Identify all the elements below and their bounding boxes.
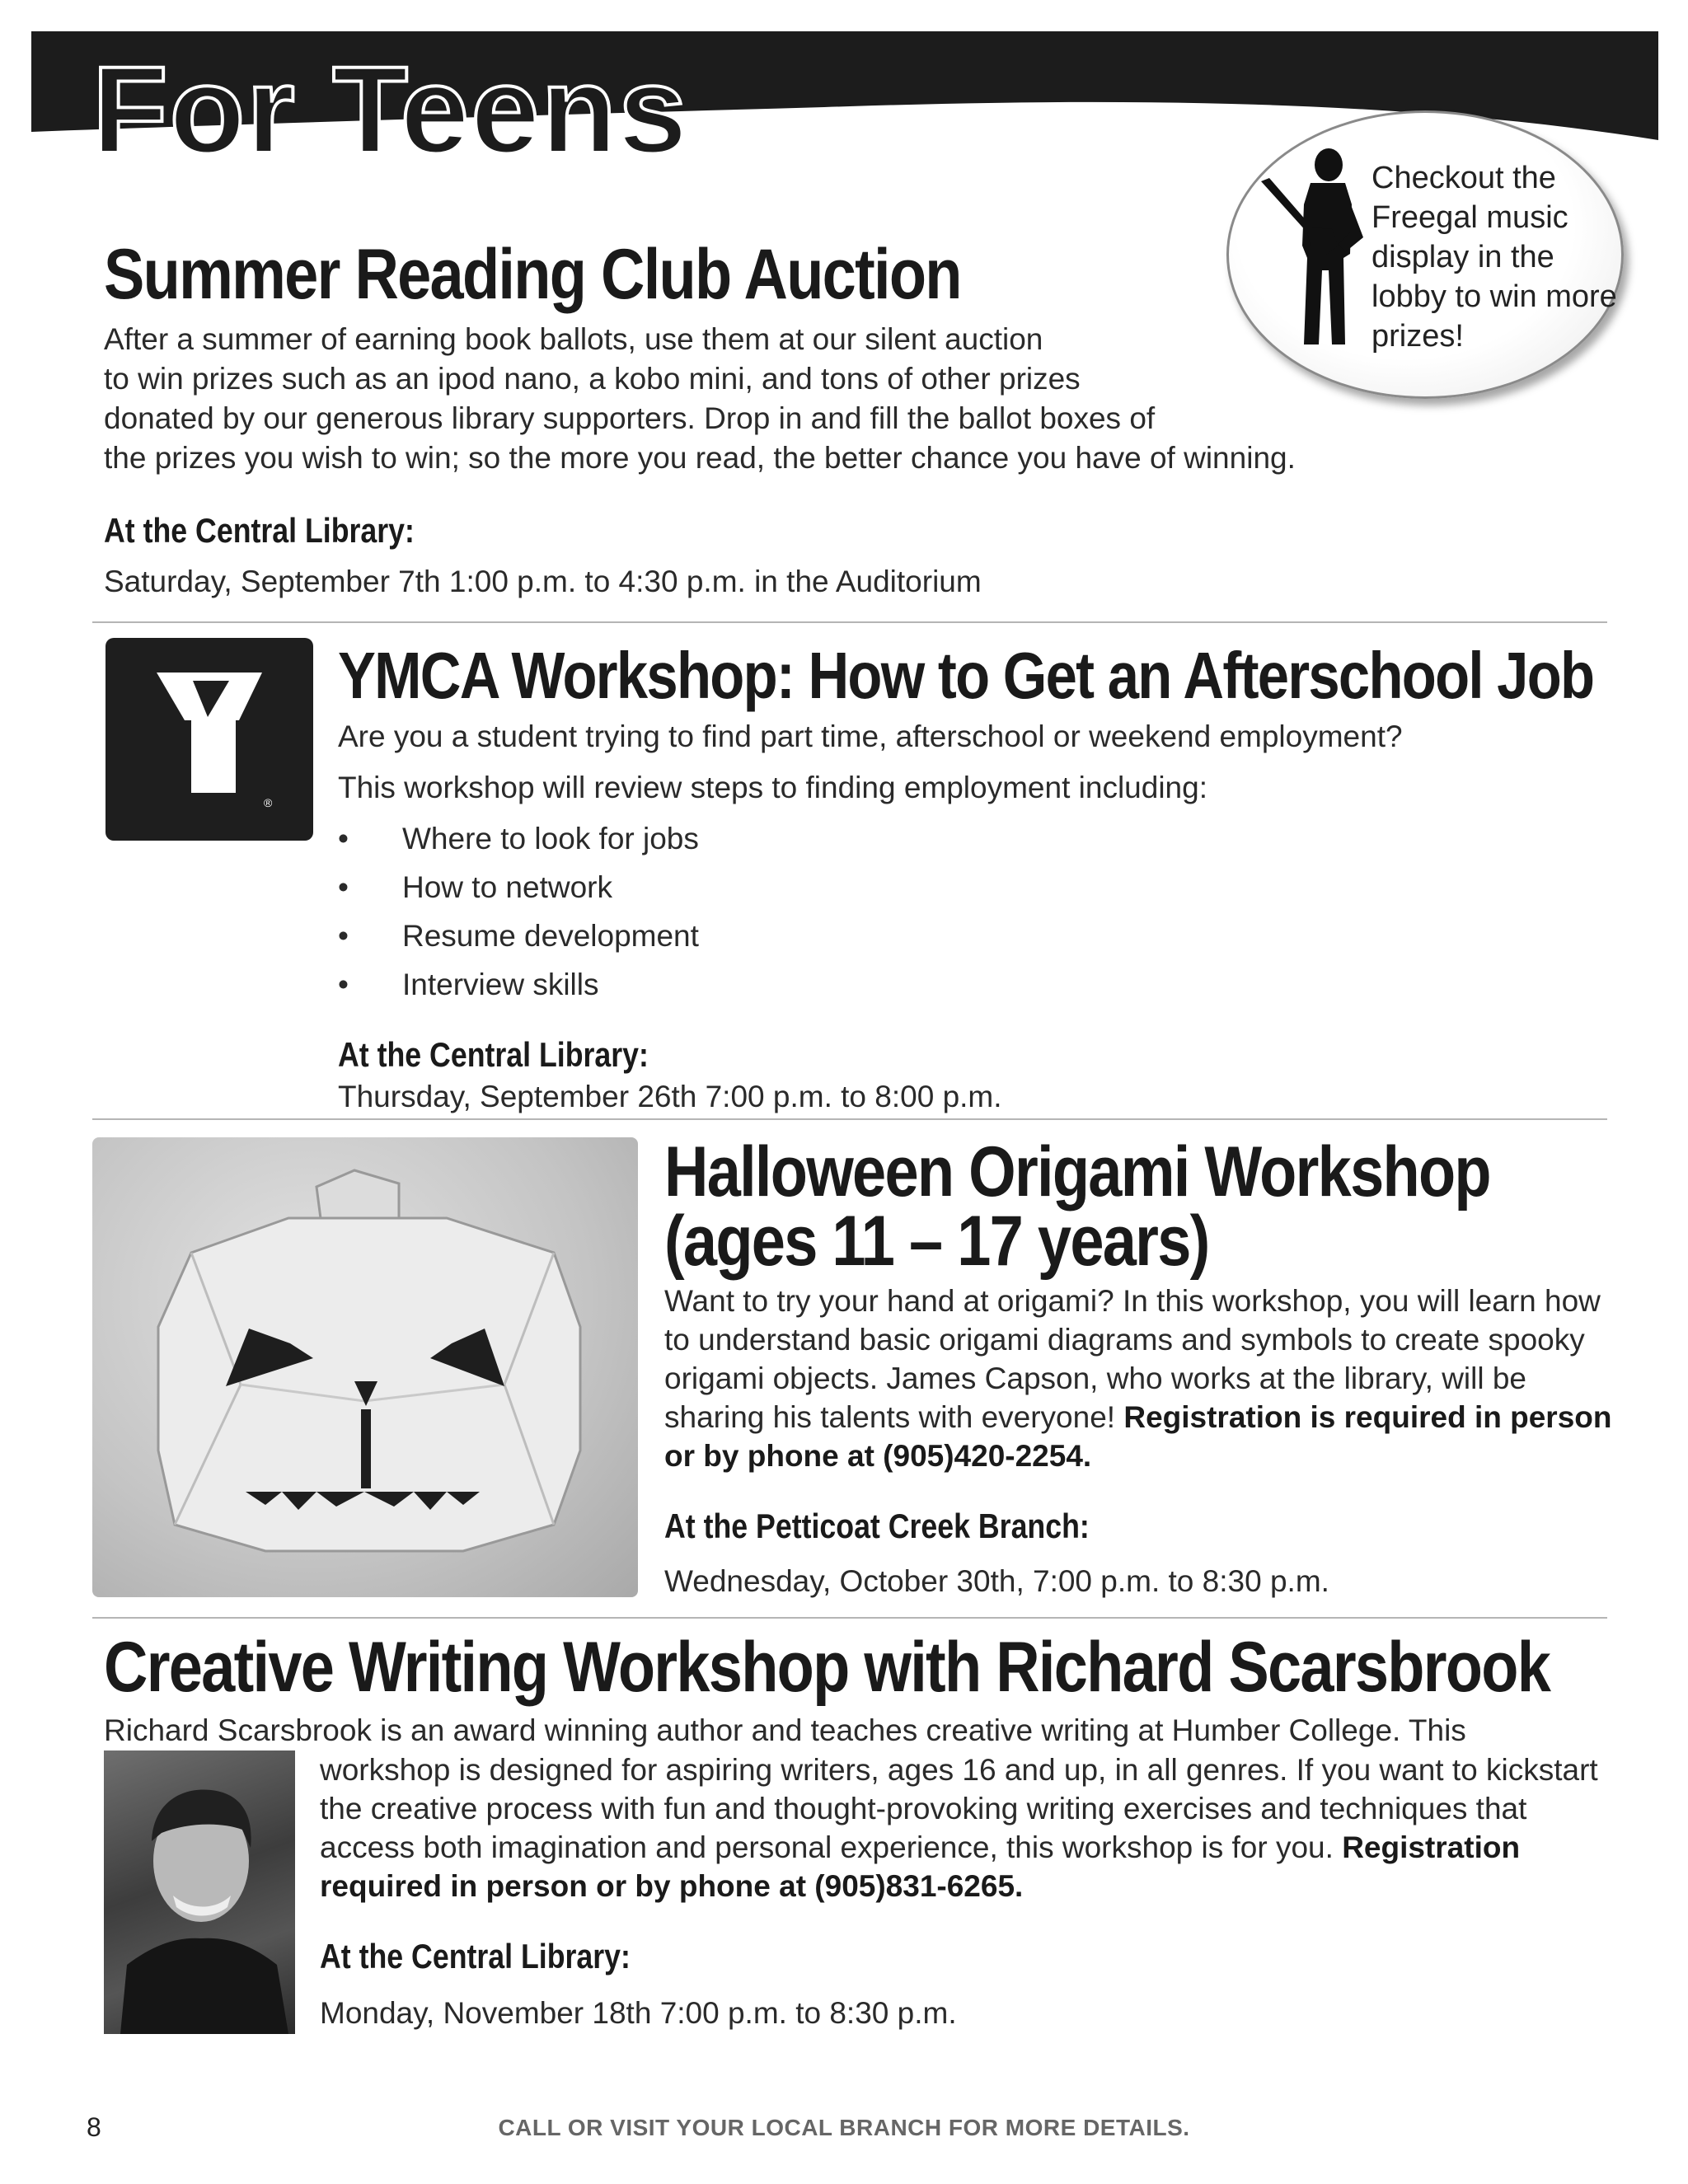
page-number: 8 [87, 2112, 101, 2142]
origami-when: Wednesday, October 30th, 7:00 p.m. to 8:30 p.m. [664, 1564, 1329, 1598]
divider-2 [92, 1118, 1607, 1120]
registered-mark: ® [264, 796, 273, 809]
ymca-logo [106, 638, 313, 841]
writing-when: Monday, November 18th 7:00 p.m. to 8:30 p.m. [320, 1996, 957, 2030]
auction-line-1: After a summer of earning book ballots, use them at our silent auction [104, 322, 1043, 356]
ymca-when: Thursday, September 26th 7:00 p.m. to 8:00 p.m. [338, 1080, 1002, 1113]
footer-note: CALL OR VISIT YOUR LOCAL BRANCH FOR MORE DETAILS. [498, 2115, 1190, 2140]
writing-location: At the Central Library: [320, 1937, 631, 1975]
list-item: • How to network [338, 863, 699, 912]
auction-location: At the Central Library: [104, 511, 415, 550]
auction-body [104, 320, 1296, 478]
auction-line-2: to win prizes such as an ipod nano, a kobo mini, and tons of other prizes [104, 362, 1081, 396]
writing-heading: Creative Writing Workshop with Richard Scarsbrook [104, 1628, 1550, 1707]
auction-heading: Summer Reading Club Auction [104, 235, 961, 314]
freegal-bubble-text: Checkout the Freegal music display in the lobby to win more prizes! [1372, 161, 1617, 354]
origami-body [664, 1282, 1612, 1475]
origami-registration: Registration is required in person or by phone at (905)420-2254. [664, 1400, 1612, 1473]
divider-3 [92, 1617, 1607, 1619]
auction-when: Saturday, September 7th 1:00 p.m. to 4:30 p.m. in the Auditorium [104, 565, 982, 598]
ymca-intro-2: This workshop will review steps to finding employment including: [338, 771, 1207, 804]
origami-location: At the Petticoat Creek Branch: [664, 1507, 1090, 1545]
author-photo [104, 1750, 295, 2034]
origami-heading [664, 1132, 1490, 1281]
origami-pumpkin-photo [92, 1137, 638, 1597]
page-title: For Teens [92, 40, 689, 179]
author-portrait-image [104, 1750, 295, 2034]
ymca-topic-list [338, 814, 699, 1009]
list-item: • Resume development [338, 912, 699, 960]
ymca-location: At the Central Library: [338, 1035, 649, 1074]
divider-1 [92, 621, 1607, 623]
writing-line-1: Richard Scarsbrook is an award winning author and teaches creative writing at Humber College. This [104, 1713, 1466, 1747]
list-item: • Where to look for jobs [338, 814, 699, 863]
origami-pumpkin-image [92, 1137, 638, 1597]
list-item: • Interview skills [338, 960, 699, 1009]
ymca-intro-1: Are you a student trying to find part time, afterschool or weekend employment? [338, 719, 1403, 753]
writing-registration: Registration required in person or by phone at (905)831-6265. [320, 1830, 1521, 1903]
ymca-y-icon [106, 638, 313, 841]
writing-description: workshop is designed for aspiring writers, ages 16 and up, in all genres. If you want to kickstart the creative process with fun and thought-provoking writing exercises and techniques that access both imagination and personal experience, this workshop is for you. [320, 1753, 1598, 1864]
origami-heading-line-1: Halloween Origami Workshop [664, 1132, 1490, 1212]
auction-line-3: donated by our generous library supporters. Drop in and fill the ballot boxes of [104, 401, 1156, 435]
writing-body [320, 1750, 1606, 1905]
origami-heading-line-2: (ages 11 – 17 years) [664, 1202, 1209, 1281]
origami-description: Want to try your hand at origami? In this workshop, you will learn how to understand basic origami diagrams and symbols to create spooky origami objects. James Capson, who works at the library, will be sharing his talents with everyone! [664, 1284, 1601, 1434]
auction-line-4: the prizes you wish to win; so the more you read, the better chance you have of winning. [104, 441, 1296, 475]
ymca-heading: YMCA Workshop: How to Get an Afterschool Job [338, 639, 1594, 712]
